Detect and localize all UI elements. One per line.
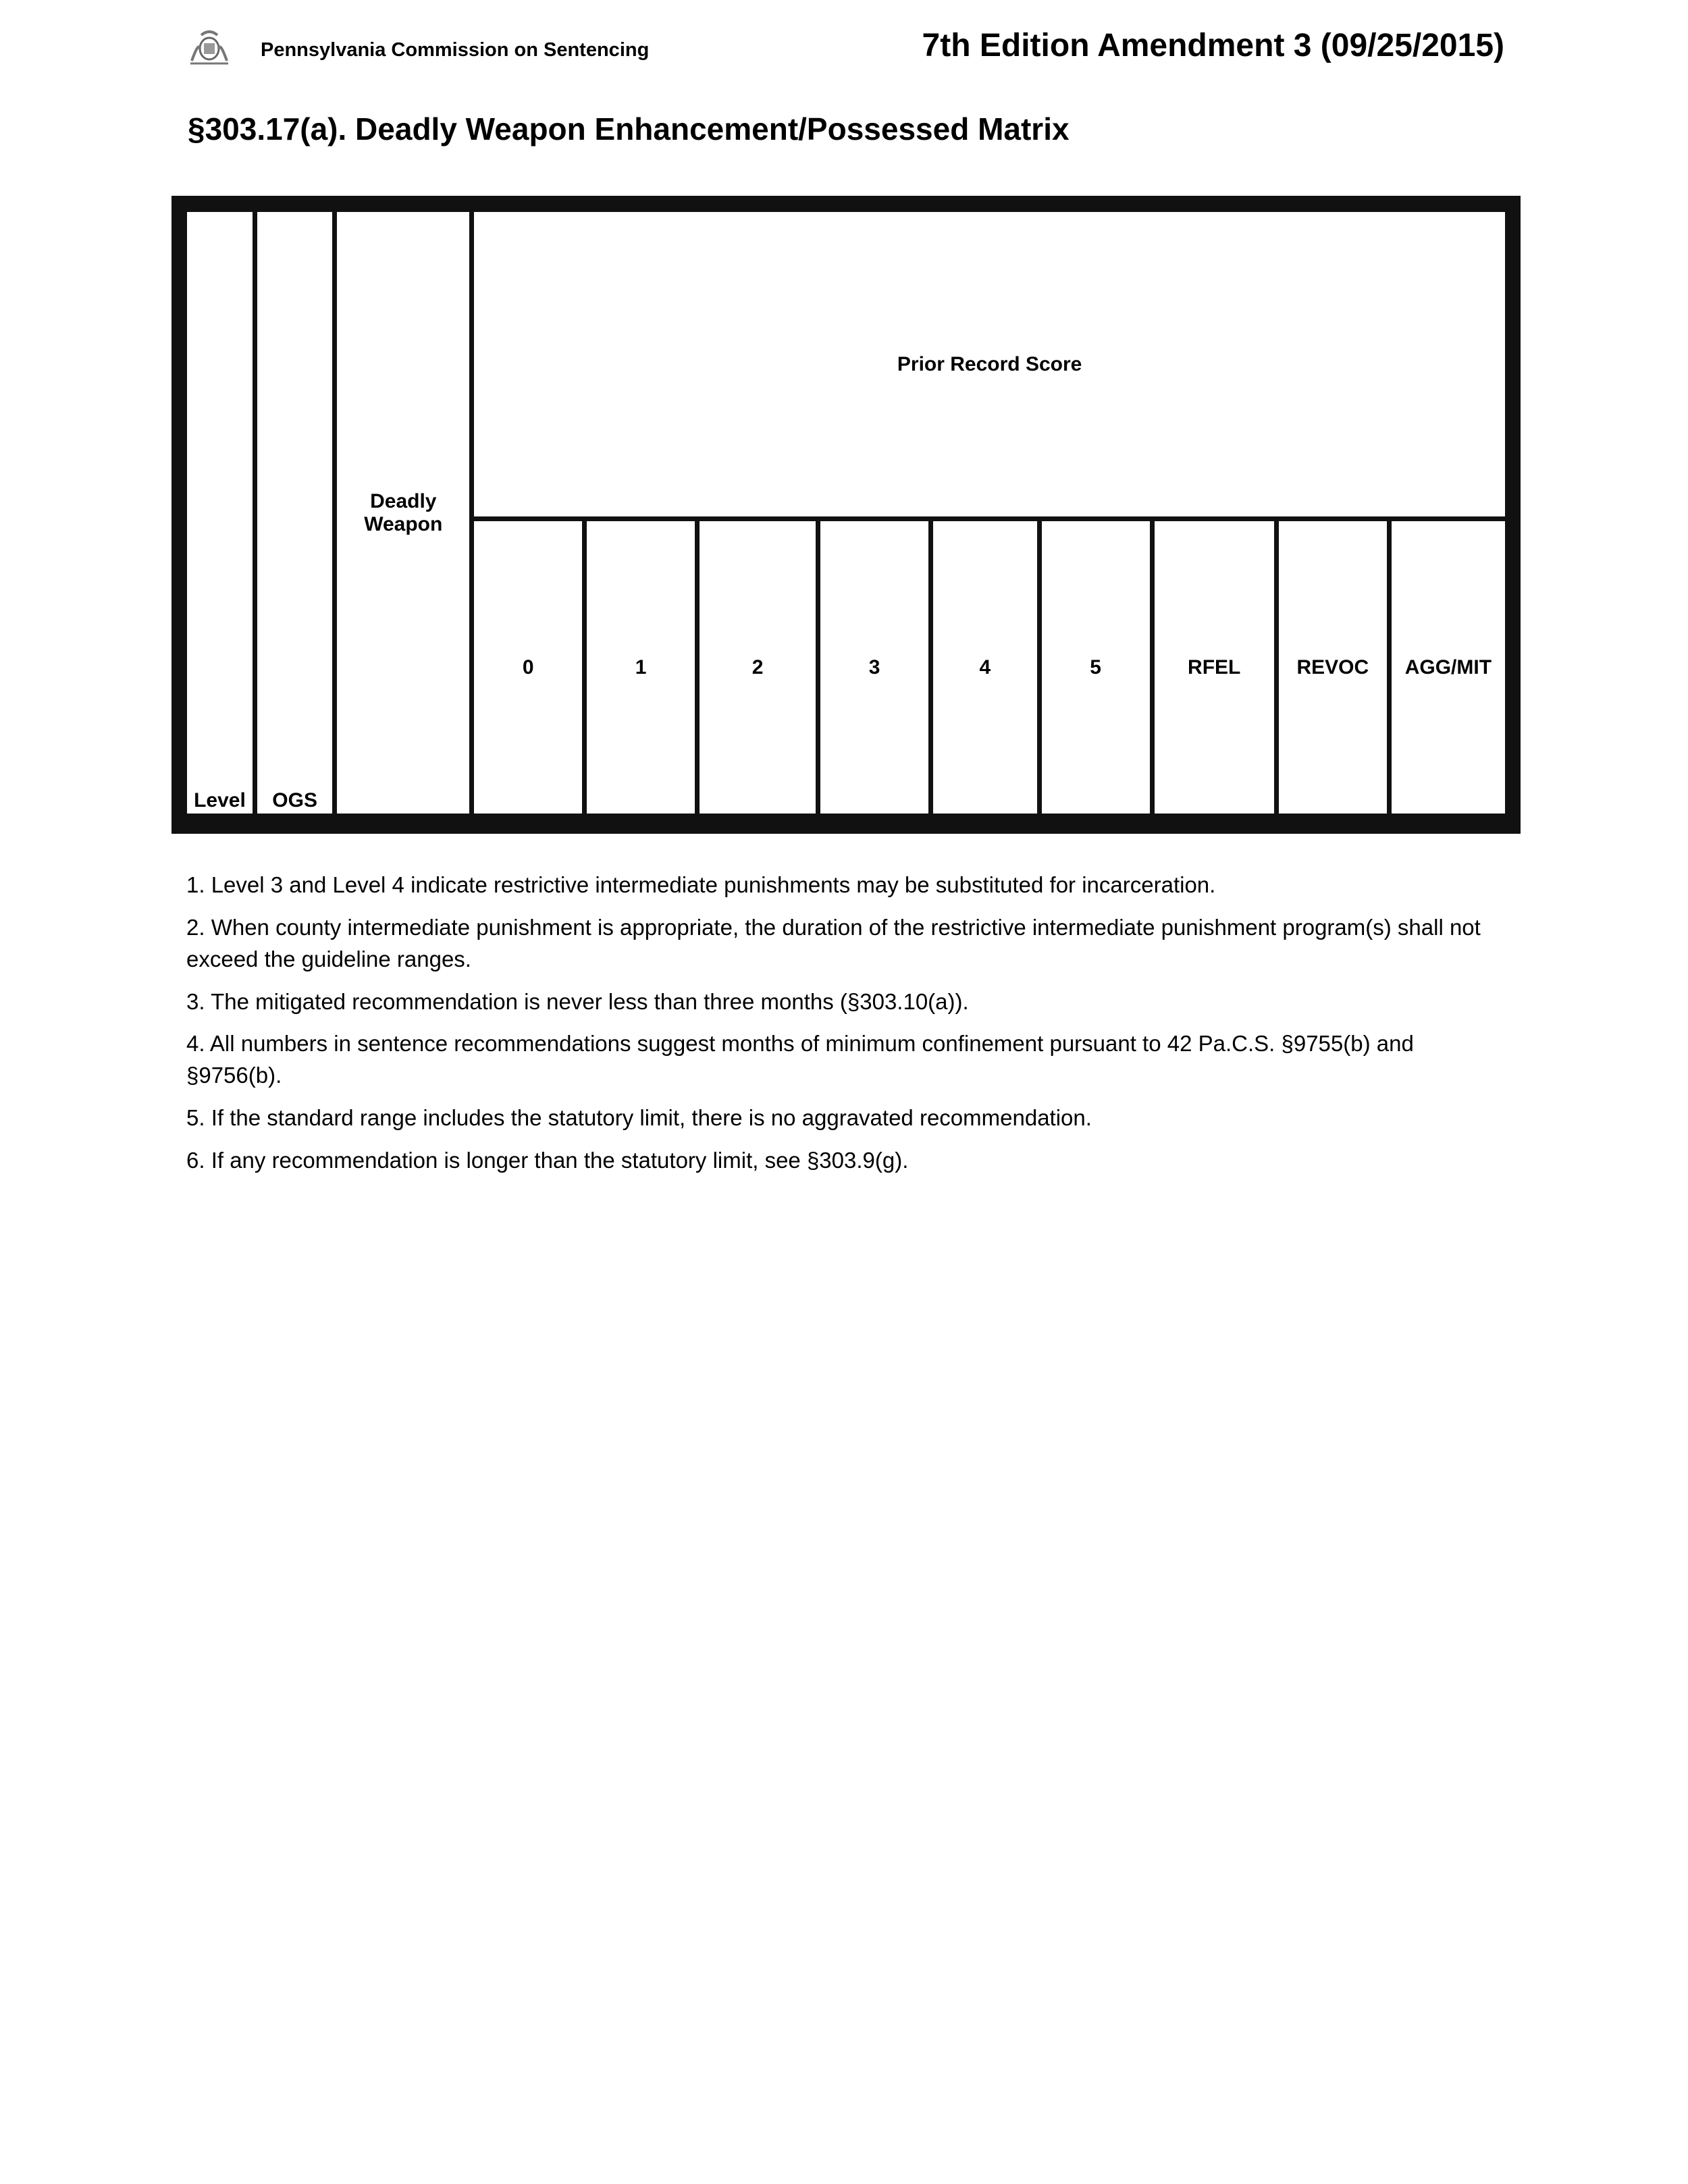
- column-header: 5: [1042, 521, 1150, 814]
- header-ogs: OGS: [257, 212, 332, 814]
- note-item: 4. All numbers in sentence recommendations suggest months of minimum confinement pursuant to 42 Pa.C.S. §9755(b) and §9756(b).: [186, 1031, 1414, 1088]
- note-item: 5. If the standard range includes the statutory limit, there is no aggravated recommendation.: [186, 1105, 1092, 1131]
- column-header: 3: [820, 521, 928, 814]
- commonwealth-seal-icon: [188, 28, 231, 66]
- column-header: REVOC: [1279, 521, 1387, 814]
- column-header: 4: [933, 521, 1037, 814]
- notes-section: [186, 870, 1510, 1188]
- note-item: 2. When county intermediate punishment is appropriate, the duration of the restrictive intermediate punishment program(s) shall not exceed the guideline ranges.: [186, 914, 1481, 971]
- note-item: 1. Level 3 and Level 4 indicate restrictive intermediate punishments may be substituted for incarceration.: [186, 872, 1216, 897]
- column-header: RFEL: [1155, 521, 1274, 814]
- note-item: 3. The mitigated recommendation is never less than three months (§303.10(a)).: [186, 988, 969, 1014]
- header-prior-record-score: Prior Record Score: [474, 212, 1505, 516]
- header-weapon-line1: Deadly: [370, 489, 437, 512]
- header-row-1: [187, 212, 1505, 516]
- column-header: 1: [587, 521, 695, 814]
- header-level: Level: [187, 212, 253, 814]
- column-header: 0: [474, 521, 582, 814]
- column-header: AGG/MIT: [1392, 521, 1505, 814]
- note-item: 6. If any recommendation is longer than the statutory limit, see §303.9(g).: [186, 1148, 909, 1173]
- edition-label: 7th Edition Amendment 3 (09/25/2015): [922, 28, 1504, 63]
- page-title: §303.17(a). Deadly Weapon Enhancement/Possessed Matrix: [188, 111, 1070, 147]
- column-header: 2: [700, 521, 816, 814]
- organization-name: Pennsylvania Commission on Sentencing: [261, 39, 650, 61]
- header-deadly-weapon: [337, 212, 469, 814]
- sentencing-matrix-table: [182, 207, 1510, 818]
- header-weapon-line2: Weapon: [364, 512, 443, 535]
